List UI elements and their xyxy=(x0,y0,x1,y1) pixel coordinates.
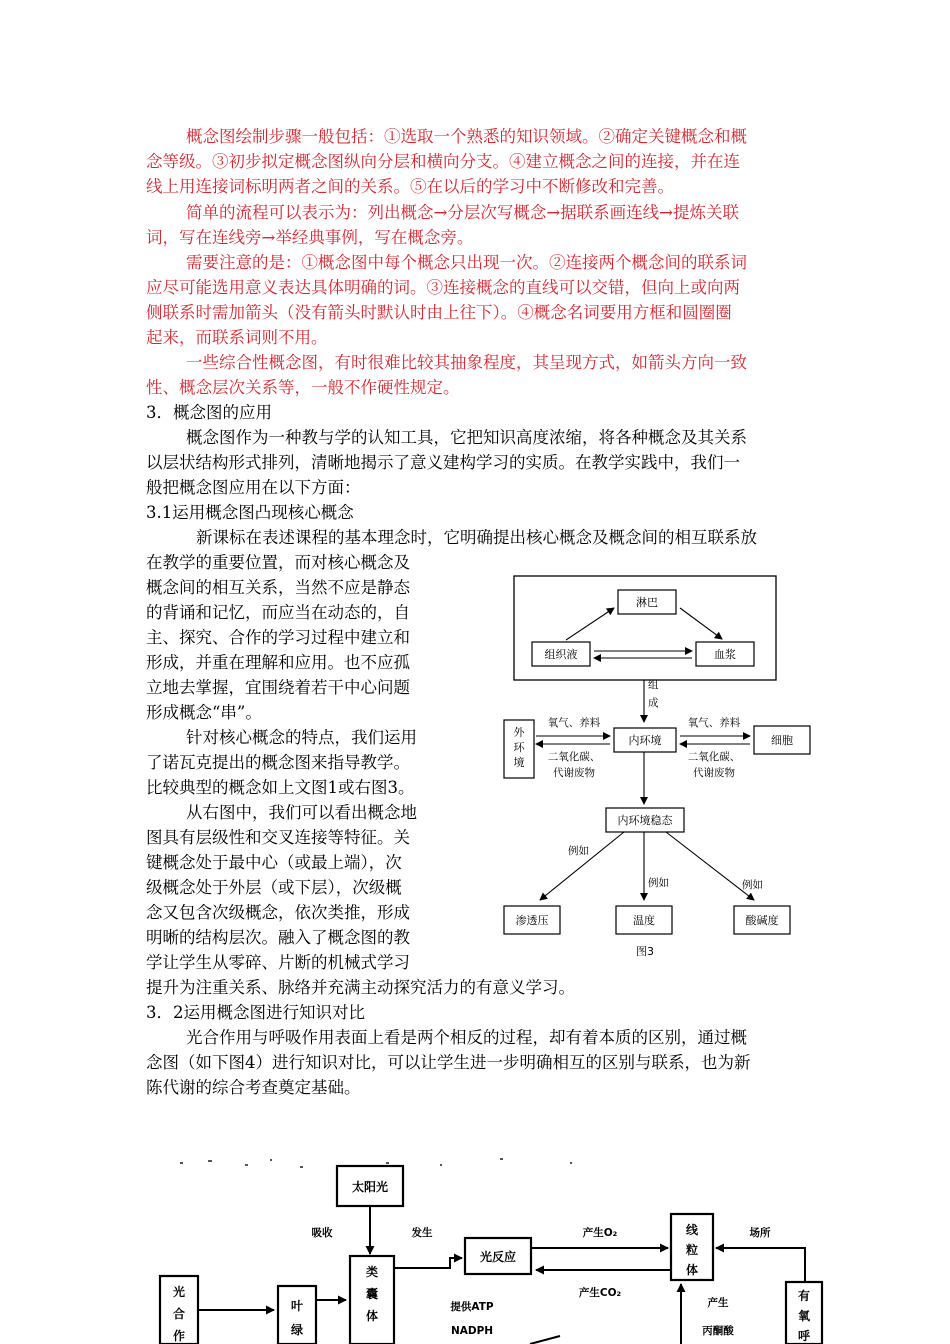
text-line: 键概念处于最中心（或最上端），次 xyxy=(146,853,402,872)
inner-env-label: 内环境 xyxy=(628,734,662,747)
osmotic-label: 渗透压 xyxy=(515,914,549,927)
text-line: 光合作用与呼吸作用表面上看是两个相反的过程，却有着本质的区别，通过概 xyxy=(186,1028,747,1047)
compose-label: 组成 xyxy=(648,679,659,709)
oxygen-nutrients-left: 氧气、养料 xyxy=(547,717,601,729)
example-label-right: 例如 xyxy=(742,879,763,891)
site-label: 场所 xyxy=(749,1227,771,1239)
subsection-heading: 3．2运用概念图进行知识对比 xyxy=(146,1003,365,1022)
section-heading: 3．概念图的应用 xyxy=(146,403,272,422)
temperature-label: 温度 xyxy=(633,914,655,927)
body-fluid-frame xyxy=(514,576,776,680)
figure-4-concept-map xyxy=(150,1150,830,1344)
text-line: 在教学的重要位置，而对核心概念及 xyxy=(146,553,410,572)
light-reaction-label: 光反应 xyxy=(479,1250,517,1264)
figure-3-caption: 图3 xyxy=(636,945,654,958)
text-line: 形成，并重在理解和应用。也不应孤 xyxy=(146,653,410,672)
text-line: 一些综合性概念图，有时很难比较其抽象程度，其呈现方式，如箭头方向一致 xyxy=(186,353,747,372)
text-line: 了诺瓦克提出的概念图来指导教学。 xyxy=(146,753,410,772)
lymph-label: 淋巴 xyxy=(636,596,658,609)
text-line: 线上用连接词标明两者之间的关系。⑤在以后的学习中不断修改和完善。 xyxy=(146,177,674,196)
text-line: 概念图作为一种教与学的认知工具，它把知识高度浓缩，将各种概念及其关系 xyxy=(186,428,747,447)
pyruvate-label: 丙酮酸 xyxy=(702,1325,734,1337)
text-line: 图具有层级性和交叉连接等特征。关 xyxy=(146,828,410,847)
photosynthesis-label: 光合作 xyxy=(172,1285,186,1343)
oxygen-nutrients-right: 氧气、养料 xyxy=(687,717,741,729)
chloroplast-label: 叶绿 xyxy=(290,1299,304,1337)
nadph-label: NADPH xyxy=(450,1325,494,1337)
supply-atp-label: 提供ATP xyxy=(450,1301,494,1313)
aerobic-label: 有氧呼 xyxy=(797,1289,811,1343)
example-label-middle: 例如 xyxy=(648,877,669,889)
text-line: 主、探究、合作的学习过程中建立和 xyxy=(146,628,410,647)
subsection-heading: 3.1运用概念图凸现核心概念 xyxy=(146,503,354,522)
text-line: 念图（如下图4）进行知识对比，可以让学生进一步明确相互的区别与联系，也为新 xyxy=(146,1053,751,1072)
text-line: 针对核心概念的特点，我们运用 xyxy=(186,728,417,747)
occur-label: 发生 xyxy=(411,1227,433,1239)
text-line: 般把概念图应用在以下方面： xyxy=(146,478,361,497)
text-line: 提升为注重关系、脉络并充满主动探究活力的有意义学习。 xyxy=(146,978,575,997)
co2-label-right: 二氧化碳、 xyxy=(687,751,741,763)
figure-3-concept-map xyxy=(496,570,836,965)
text-line: 以层状结构形式排列，清晰地揭示了意义建构学习的实质。在教学实践中，我们一 xyxy=(146,453,740,472)
homeostasis-label: 内环境稳态 xyxy=(617,814,673,827)
thylakoid-label: 类囊体 xyxy=(365,1265,379,1323)
produce-co2-label: 产生CO₂ xyxy=(578,1287,622,1299)
text-line: 侧联系时需加箭头（没有箭头时默认时由上往下）。④概念名词要用方框和圆圈圈 xyxy=(146,303,732,322)
waste-label-right: 代谢废物 xyxy=(693,767,735,779)
co2-label-left: 二氧化碳、 xyxy=(547,751,601,763)
text-line: 简单的流程可以表示为：列出概念→分层次写概念→据联系画连线→提炼关联 xyxy=(186,203,739,222)
text-line: 概念图绘制步骤一般包括：①选取一个熟悉的知识领域。②确定关键概念和概 xyxy=(186,127,747,146)
mitochondria-label: 线粒体 xyxy=(685,1223,699,1277)
text-line: 新课标在表述课程的基本理念时，它明确提出核心概念及概念间的相互联系放 xyxy=(196,528,757,547)
text-line: 形成概念“串”。 xyxy=(146,703,262,722)
example-label-left: 例如 xyxy=(568,845,589,857)
plasma-label: 血浆 xyxy=(714,648,736,661)
text-line: 级概念处于外层（或下层），次级概 xyxy=(146,878,402,897)
text-line: 词，写在连线旁→举经典事例，写在概念旁。 xyxy=(146,228,474,247)
text-line: 需要注意的是：①概念图中每个概念只出现一次。②连接两个概念间的联系词 xyxy=(186,253,747,272)
text-line: 性、概念层次关系等，一般不作硬性规定。 xyxy=(146,378,460,397)
waste-label-left: 代谢废物 xyxy=(553,767,595,779)
ph-label: 酸碱度 xyxy=(745,914,779,927)
produce-label: 产生 xyxy=(707,1297,729,1309)
text-line: 立地去掌握，宜围绕着若干中心问题 xyxy=(146,678,410,697)
text-line: 起来，而联系词则不用。 xyxy=(146,328,328,347)
absorb-label: 吸收 xyxy=(311,1227,333,1239)
text-line: 概念间的相互关系，当然不应是静态 xyxy=(146,578,410,597)
cell-label: 细胞 xyxy=(771,734,793,747)
outer-env-label: 外环境 xyxy=(513,726,525,769)
text-line: 明晰的结构层次。融入了概念图的教 xyxy=(146,928,410,947)
text-line: 应尽可能选用意义表达具体明确的词。③连接概念的直线可以交错，但向上或向两 xyxy=(146,278,740,297)
text-line: 陈代谢的综合考查奠定基础。 xyxy=(146,1078,361,1097)
tissue-fluid-label: 组织液 xyxy=(544,648,578,661)
text-line: 的背诵和记忆，而应当在动态的，自 xyxy=(146,603,410,622)
text-line: 比较典型的概念如上文图1或右图3。 xyxy=(146,778,415,797)
text-line: 学让学生从零碎、片断的机械式学习 xyxy=(146,953,410,972)
sunlight-label: 太阳光 xyxy=(351,1180,389,1194)
text-line: 念等级。③初步拟定概念图纵向分层和横向分支。④建立概念之间的连接，并在连 xyxy=(146,152,740,171)
text-line: 念又包含次级概念，依次类推，形成 xyxy=(146,903,410,922)
produce-o2-label: 产生O₂ xyxy=(582,1227,618,1239)
text-line: 从右图中，我们可以看出概念地 xyxy=(186,803,417,822)
